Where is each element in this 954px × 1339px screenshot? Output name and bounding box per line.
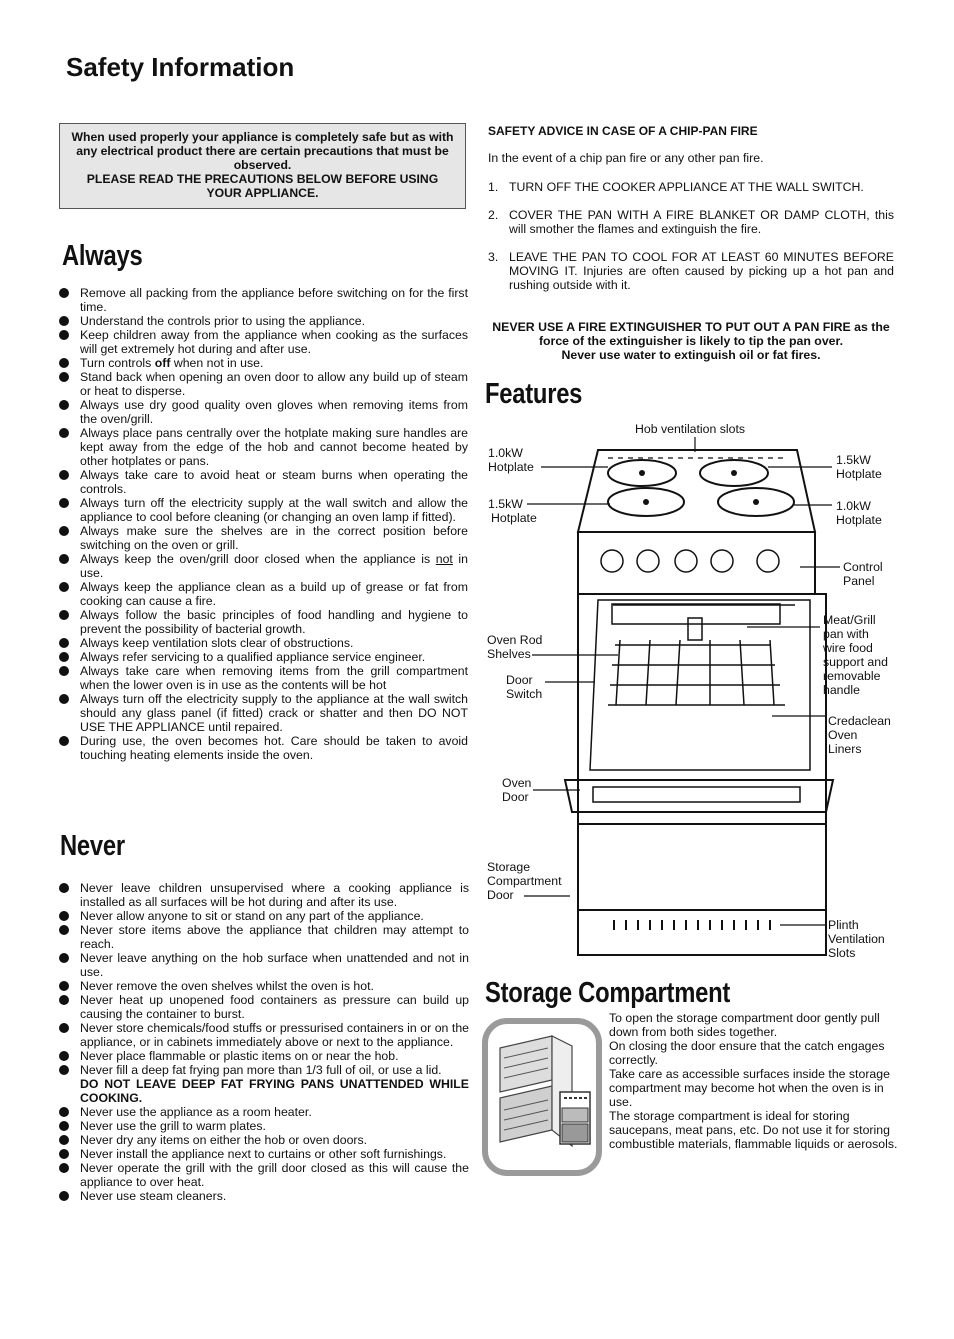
storage-paragraph: On closing the door ensure that the catch engages correctly. — [609, 1039, 885, 1067]
list-item-text: Stand back when opening an oven door to allow any build up of steam or heat to disperse. — [80, 370, 468, 398]
label-hotplate-top-left: 1.0kW Hotplate — [488, 446, 534, 474]
label-plinth-slots: Plinth Ventilation Slots — [828, 918, 885, 960]
list-item-text: Never dry any items on either the hob or oven doors. — [80, 1133, 368, 1147]
fire-warning-line2: Never use water to extinguish oil or fat fires. — [561, 348, 821, 362]
storage-compartment-icon — [482, 1018, 602, 1176]
list-item-text: Always turn off the electricity supply to the appliance at the wall switch should any glass panel (if fitted) crack or shatter and then DO NOT USE THE APPLIANCE until repaired. — [80, 692, 468, 734]
storage-paragraph: The storage compartment is ideal for storing saucepans, meat pans, etc. Do not use it for storing combustible materials, flammable liquids or aerosols. — [609, 1109, 898, 1151]
list-item-text: Always keep ventilation slots clear of obstructions. — [80, 636, 354, 650]
list-item-text: Always use dry good quality oven gloves when removing items from the oven/grill. — [80, 398, 468, 426]
label-control-panel: Control Panel — [843, 560, 883, 588]
list-item-text: Always turn off the electricity supply at the wall switch and allow the appliance to cool before cleaning (or changing an oven lamp if fitted). — [80, 496, 468, 524]
list-item-text: Always take care to avoid heat or steam burns when operating the controls. — [80, 468, 468, 496]
step-number: 2. — [488, 208, 499, 222]
storage-paragraph: Take care as accessible surfaces inside the storage compartment may become hot when the oven is in use. — [609, 1067, 890, 1109]
chip-pan-intro: In the event of a chip pan fire or any other pan fire. — [488, 151, 764, 165]
list-item-text-tail: in use. — [80, 552, 468, 580]
list-item-text-tail: when not in use. — [170, 356, 264, 370]
list-item-text: Never store items above the appliance that children may attempt to reach. — [80, 923, 469, 951]
list-item-text: Always make sure the shelves are in the correct position before switching on the oven or grill. — [80, 524, 468, 552]
list-item-text: During use, the oven becomes hot. Care should be taken to avoid touching heating elements inside the oven. — [80, 734, 468, 762]
label-hob-vent: Hob ventilation slots — [635, 422, 746, 436]
list-item-text: Keep children away from the appliance when cooking as the surfaces will get extremely hot during and after use. — [80, 328, 468, 356]
list-item-text: Never remove the oven shelves whilst the oven is hot. — [80, 979, 374, 993]
list-item-text: Never place flammable or plastic items on or near the hob. — [80, 1049, 399, 1063]
list-item-text: Understand the controls prior to using the appliance. — [80, 314, 366, 328]
list-item-text: Always keep the appliance clean as a build up of grease or fat from cooking can cause a fire. — [80, 580, 468, 608]
page-title: Safety Information — [66, 52, 295, 82]
list-item-text: Never use the appliance as a room heater. — [80, 1105, 312, 1119]
emphasis-not: not — [435, 552, 453, 566]
step-number: 1. — [488, 180, 499, 194]
step-number: 3. — [488, 250, 499, 264]
list-item-text: Never leave children unsupervised where a cooking appliance is installed as all surfaces will be hot during and after its use. — [80, 881, 469, 909]
list-item-text: Never use steam cleaners. — [80, 1189, 227, 1203]
never-heading: Never — [60, 830, 125, 862]
deep-fat-warning: DO NOT LEAVE DEEP FAT FRYING PANS UNATTENDED WHILE COOKING. — [80, 1077, 469, 1105]
label-storage-door: Storage Compartment Door — [487, 860, 562, 902]
list-item-text: Always follow the basic principles of food handling and hygiene to prevent the possibility of bacterial growth. — [80, 608, 468, 636]
step-text: TURN OFF THE COOKER APPLIANCE AT THE WALL SWITCH. — [509, 180, 864, 194]
list-item-text: Never leave anything on the hob surface when unattended and not in use. — [80, 951, 469, 979]
always-heading: Always — [62, 240, 143, 272]
list-item-text: Never operate the grill with the grill door closed as this will cause the appliance to over heat. — [80, 1161, 469, 1189]
storage-instructions — [609, 1011, 899, 1151]
step-text: LEAVE THE PAN TO COOL FOR AT LEAST 60 MINUTES BEFORE MOVING IT. Injuries are often caused by picking up a hot pan and rushing outside with it. — [509, 250, 894, 292]
label-hotplate-top-right: 1.5kW Hotplate — [836, 453, 882, 481]
list-item-text: Turn controls — [80, 356, 155, 370]
list-item-text: Never heat up unopened food containers as pressure can build up causing the container to burst. — [80, 993, 469, 1021]
list-item-text: Never use the grill to warm plates. — [80, 1119, 266, 1133]
notice-instruction: PLEASE READ THE PRECAUTIONS BELOW BEFORE USING YOUR APPLIANCE. — [86, 172, 439, 200]
storage-heading: Storage Compartment — [485, 977, 731, 1009]
list-item-text: Always place pans centrally over the hotplate making sure handles are kept away from the edge of the hob and cannot become heated by other hotplates or pans. — [80, 426, 468, 468]
chip-pan-heading: SAFETY ADVICE IN CASE OF A CHIP-PAN FIRE — [488, 124, 758, 138]
list-item-text: Remove all packing from the appliance before switching on for the first time. — [80, 286, 468, 314]
storage-paragraph: To open the storage compartment door gently pull down from both sides together. — [609, 1011, 880, 1039]
label-meat-grill-pan: Meat/Grill pan with wire food support and removable handle — [823, 613, 888, 697]
features-heading: Features — [485, 378, 583, 410]
list-item-text: Always take care when removing items from the grill compartment when the lower oven is in use as the contents will be hot — [80, 664, 468, 692]
notice-text: When used properly your appliance is completely safe but as with any electrical product there are certain precautions that must be observed. — [71, 130, 454, 172]
label-oven-door: Oven Door — [502, 776, 532, 804]
fire-warning-line1: NEVER USE A FIRE EXTINGUISHER TO PUT OUT A PAN FIRE as the force of the extinguisher is likely to tip the pan over. — [492, 320, 890, 348]
emphasis-off: off — [154, 356, 171, 370]
label-hotplate-bottom-left: 1.5kW Hotplate — [488, 497, 537, 525]
list-item-text: Never fill a deep fat frying pan more than 1/3 full of oil, or use a lid. — [80, 1063, 442, 1077]
step-text: COVER THE PAN WITH A FIRE BLANKET OR DAMP CLOTH, this will smother the flames and extinguish the fire. — [509, 208, 894, 236]
list-item-text: Always refer servicing to a qualified appliance service engineer. — [80, 650, 426, 664]
label-door-switch: Door Switch — [506, 673, 543, 701]
list-item-text: Always keep the oven/grill door closed when the appliance is — [80, 552, 436, 566]
list-item-text: Never allow anyone to sit or stand on any part of the appliance. — [80, 909, 424, 923]
label-credaclean-liners: Credaclean Oven Liners — [828, 714, 891, 756]
label-hotplate-bottom-right: 1.0kW Hotplate — [836, 499, 882, 527]
list-item-text: Never store chemicals/food stuffs or pressurised containers in or on the appliance, or in cabinets immediately above or next to the appliance. — [80, 1021, 469, 1049]
label-oven-rod-shelves: Oven Rod Shelves — [487, 633, 543, 661]
list-item-text: Never install the appliance next to curtains or other soft furnishings. — [80, 1147, 447, 1161]
